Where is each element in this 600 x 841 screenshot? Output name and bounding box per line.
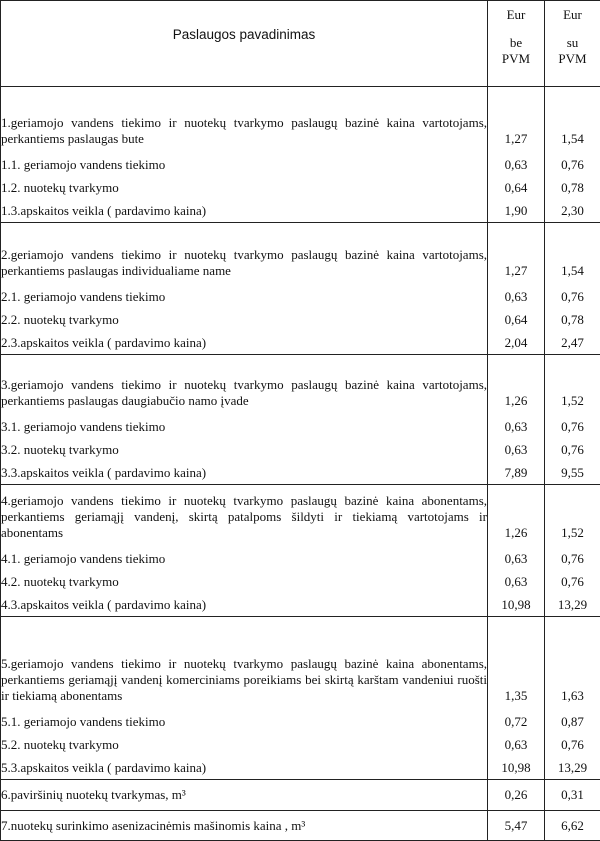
price-without-vat-cell: 0,26 [488,780,545,811]
sub-item-price: 0,63 [488,570,544,593]
section-base-price: 1,54 [545,131,600,153]
header-net-currency: Eur [488,7,544,23]
section-base-price: 1,63 [545,688,600,710]
sub-item-label: 5.2. nuotekų tvarkymo [1,733,487,756]
extra-row [1,811,600,841]
sub-item-price: 0,63 [488,415,544,438]
sub-item-price: 0,63 [488,153,544,176]
price-with-vat-cell: 0,31 [545,780,600,811]
extra-row [1,780,600,811]
sub-item-price: 0,78 [545,308,600,331]
section-base-price: 1,52 [545,393,600,415]
sub-item-price: 2,47 [545,331,600,354]
sub-item-price: 0,76 [545,415,600,438]
sub-item-price: 9,55 [545,461,600,484]
sub-item-price: 2,30 [545,199,600,222]
sub-item-price: 13,29 [545,756,600,779]
price-with-vat-cell: 6,62 [545,811,600,841]
header-gross-currency: Eur [545,7,600,23]
section-title: 4.geriamojo vandens tiekimo ir nuotekų tvarkymo paslaugų bazinė kaina abonentams, perkantiems geriamąjį vandenį, skirtą patalpoms šildyti ir tiekiamą vartotojams ir abonentams [1,487,487,547]
sub-item-price: 0,72 [488,710,544,733]
price-with-vat-cell [545,223,600,355]
section-title: 5.geriamojo vandens tiekimo ir nuotekų tvarkymo paslaugų bazinė kaina abonentams, perkantiems geriamąjį vandenį komerciniams poreikiams bei skirtą karštam vandeniui ruošti ir tiekiamą abonentams [1,650,487,710]
price-without-vat-cell [488,485,545,617]
section-title: 1.geriamojo vandens tiekimo ir nuotekų tvarkymo paslaugų bazinė kaina vartotojams, perkantiems paslaugas bute [1,109,487,153]
sub-item-price: 0,78 [545,176,600,199]
price-with-vat-cell [545,617,600,780]
sub-item-price: 7,89 [488,461,544,484]
section-row [1,355,600,485]
header-price-with-vat [545,1,600,87]
sub-item-price: 0,76 [545,733,600,756]
sub-item-label: 3.1. geriamojo vandens tiekimo [1,415,487,438]
sub-item-price: 0,76 [545,570,600,593]
sub-item-price: 13,29 [545,593,600,616]
sub-item-label: 5.3.apskaitos veikla ( pardavimo kaina) [1,756,487,779]
sub-item-label: 1.2. nuotekų tvarkymo [1,176,487,199]
section-base-price: 1,27 [488,263,544,285]
header-row [1,1,600,87]
price-with-vat-cell [545,355,600,485]
extra-row-label: 7.nuotekų surinkimo asenizacinėmis mašinomis kaina , m³ [1,811,488,841]
sub-item-price: 10,98 [488,593,544,616]
price-with-vat-cell [545,485,600,617]
section-base-price: 1,35 [488,688,544,710]
sub-item-label: 4.3.apskaitos veikla ( pardavimo kaina) [1,593,487,616]
sub-item-price: 2,04 [488,331,544,354]
section-base-price: 1,27 [488,131,544,153]
sub-item-label: 2.1. geriamojo vandens tiekimo [1,285,487,308]
section-base-price: 1,26 [488,525,544,547]
sub-item-price: 1,90 [488,199,544,222]
sub-item-label: 3.3.apskaitos veikla ( pardavimo kaina) [1,461,487,484]
section-description [1,87,488,223]
header-price-without-vat [488,1,545,87]
sub-item-price: 0,87 [545,710,600,733]
sub-item-label: 3.2. nuotekų tvarkymo [1,438,487,461]
price-with-vat-cell [545,87,600,223]
sub-item-label: 2.3.apskaitos veikla ( pardavimo kaina) [1,331,487,354]
sub-item-price: 0,76 [545,438,600,461]
sub-item-price: 0,63 [488,438,544,461]
section-base-price: 1,54 [545,263,600,285]
section-description [1,485,488,617]
sub-item-price: 0,63 [488,547,544,570]
sub-item-price: 0,64 [488,176,544,199]
sub-item-label: 4.2. nuotekų tvarkymo [1,570,487,593]
header-net-be: be [488,35,544,51]
sub-item-label: 1.1. geriamojo vandens tiekimo [1,153,487,176]
section-title: 3.geriamojo vandens tiekimo ir nuotekų tvarkymo paslaugų bazinė kaina vartotojams, perkantiems paslaugas daugiabučio namo įvade [1,371,487,415]
sub-item-price: 0,76 [545,153,600,176]
price-without-vat-cell [488,617,545,780]
sub-item-label: 4.1. geriamojo vandens tiekimo [1,547,487,570]
sub-item-price: 10,98 [488,756,544,779]
sub-item-price: 0,76 [545,547,600,570]
sub-item-label: 1.3.apskaitos veikla ( pardavimo kaina) [1,199,487,222]
section-row [1,617,600,780]
sub-item-label: 2.2. nuotekų tvarkymo [1,308,487,331]
section-row [1,485,600,617]
section-base-price: 1,26 [488,393,544,415]
sub-item-label: 5.1. geriamojo vandens tiekimo [1,710,487,733]
sub-item-price: 0,76 [545,285,600,308]
header-service-name: Paslaugos pavadinimas [1,1,488,87]
section-base-price: 1,52 [545,525,600,547]
section-description [1,355,488,485]
price-without-vat-cell: 5,47 [488,811,545,841]
sub-item-price: 0,64 [488,308,544,331]
price-without-vat-cell [488,87,545,223]
section-row [1,87,600,223]
header-gross-su: su [545,35,600,51]
sub-item-price: 0,63 [488,733,544,756]
section-description [1,223,488,355]
section-row [1,223,600,355]
section-description [1,617,488,780]
price-without-vat-cell [488,355,545,485]
header-net-pvm: PVM [488,51,544,67]
price-without-vat-cell [488,223,545,355]
header-gross-pvm: PVM [545,51,600,67]
extra-row-label: 6.paviršinių nuotekų tvarkymas, m³ [1,780,488,811]
sub-item-price: 0,63 [488,285,544,308]
section-title: 2.geriamojo vandens tiekimo ir nuotekų tvarkymo paslaugų bazinė kaina vartotojams, perkantiems paslaugas individualiame name [1,241,487,285]
